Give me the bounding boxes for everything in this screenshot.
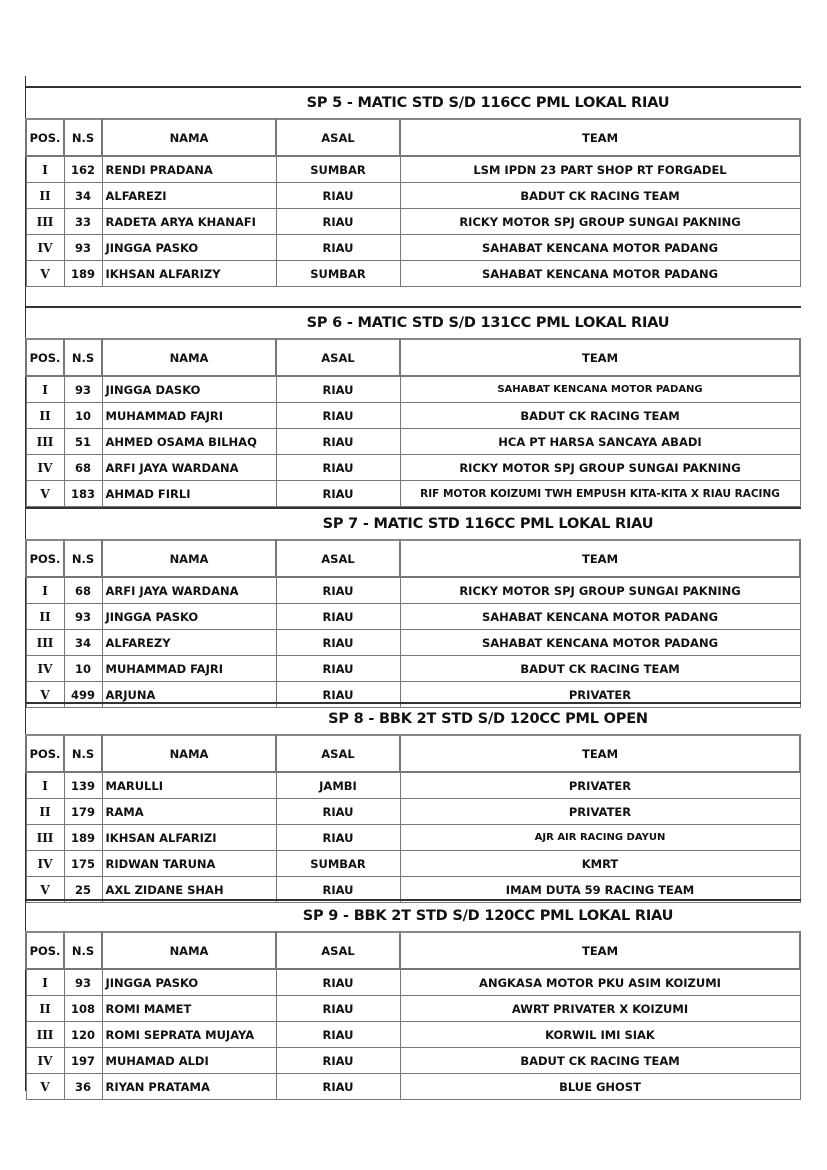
table-row (26, 772, 800, 799)
cell-nama: MUHAMAD ALDI (102, 1048, 276, 1074)
table-row (26, 481, 800, 507)
cell-nama: JINGGA PASKO (102, 604, 276, 630)
header-asal: ASAL (276, 339, 400, 376)
cell-team: AWRT PRIVATER X KOIZUMI (400, 996, 800, 1022)
cell-team: AJR AIR RACING DAYUN (400, 825, 800, 851)
header-nama: NAMA (102, 119, 276, 156)
table-row (26, 969, 800, 996)
header-asal: ASAL (276, 735, 400, 772)
table-row (26, 1048, 800, 1074)
cell-nama: MARULLI (102, 772, 276, 799)
header-nama: NAMA (102, 339, 276, 376)
cell-pos: I (26, 969, 64, 996)
table-row (26, 577, 800, 604)
cell-nama: IKHSAN ALFARIZY (102, 261, 276, 287)
table-header-row (26, 339, 800, 376)
cell-ns: 93 (64, 604, 102, 630)
cell-pos: III (26, 1022, 64, 1048)
cell-pos: II (26, 799, 64, 825)
section-title: SP 5 - MATIC STD S/D 116CC PML LOKAL RIAU (306, 95, 670, 111)
cell-nama: RIYAN PRATAMA (102, 1074, 276, 1100)
section-title-row (25, 702, 801, 734)
table-row (26, 235, 800, 261)
cell-asal: SUMBAR (276, 261, 400, 287)
table-row (26, 604, 800, 630)
cell-team: RICKY MOTOR SPJ GROUP SUNGAI PAKNING (400, 577, 800, 604)
cell-asal: SUMBAR (276, 851, 400, 877)
table-row (26, 825, 800, 851)
cell-asal: RIAU (276, 376, 400, 403)
table-row (26, 429, 800, 455)
cell-asal: RIAU (276, 825, 400, 851)
cell-nama: RAMA (102, 799, 276, 825)
cell-asal: RIAU (276, 630, 400, 656)
table-row (26, 996, 800, 1022)
cell-pos: I (26, 772, 64, 799)
table-row (26, 183, 800, 209)
cell-pos: II (26, 403, 64, 429)
race-class-section-5 (25, 86, 801, 287)
header-pos: POS. (26, 540, 64, 577)
cell-asal: RIAU (276, 429, 400, 455)
cell-ns: 139 (64, 772, 102, 799)
cell-nama: MUHAMMAD FAJRI (102, 403, 276, 429)
header-ns: N.S (64, 339, 102, 376)
table-row (26, 656, 800, 682)
table-row (26, 851, 800, 877)
cell-pos: V (26, 877, 64, 903)
cell-team: SAHABAT KENCANA MOTOR PADANG (400, 604, 800, 630)
race-class-section-6 (25, 306, 801, 507)
cell-ns: 36 (64, 1074, 102, 1100)
cell-team: ANGKASA MOTOR PKU ASIM KOIZUMI (400, 969, 800, 996)
header-nama: NAMA (102, 540, 276, 577)
cell-ns: 25 (64, 877, 102, 903)
cell-asal: JAMBI (276, 772, 400, 799)
cell-team: KMRT (400, 851, 800, 877)
table-header-row (26, 540, 800, 577)
cell-pos: II (26, 996, 64, 1022)
cell-nama: IKHSAN ALFARIZI (102, 825, 276, 851)
cell-ns: 68 (64, 455, 102, 481)
cell-nama: ROMI SEPRATA MUJAYA (102, 1022, 276, 1048)
section-title-row (25, 306, 801, 338)
cell-ns: 197 (64, 1048, 102, 1074)
cell-nama: JINGGA PASKO (102, 969, 276, 996)
cell-asal: RIAU (276, 455, 400, 481)
header-ns: N.S (64, 735, 102, 772)
cell-ns: 189 (64, 825, 102, 851)
header-nama: NAMA (102, 932, 276, 969)
results-table (25, 118, 801, 287)
cell-pos: IV (26, 1048, 64, 1074)
cell-nama: RADETA ARYA KHANAFI (102, 209, 276, 235)
cell-ns: 34 (64, 183, 102, 209)
header-ns: N.S (64, 540, 102, 577)
table-header-row (26, 119, 800, 156)
race-class-section-8 (25, 702, 801, 903)
cell-team: PRIVATER (400, 682, 800, 708)
cell-asal: RIAU (276, 682, 400, 708)
cell-team: BADUT CK RACING TEAM (400, 656, 800, 682)
header-asal: ASAL (276, 119, 400, 156)
cell-ns: 499 (64, 682, 102, 708)
cell-team: RICKY MOTOR SPJ GROUP SUNGAI PAKNING (400, 455, 800, 481)
cell-team: SAHABAT KENCANA MOTOR PADANG (400, 235, 800, 261)
cell-asal: RIAU (276, 1022, 400, 1048)
race-class-section-9 (25, 899, 801, 1100)
section-title-row (25, 507, 801, 539)
cell-asal: RIAU (276, 403, 400, 429)
cell-nama: ALFAREZI (102, 183, 276, 209)
cell-nama: ARFI JAYA WARDANA (102, 577, 276, 604)
cell-team: BADUT CK RACING TEAM (400, 183, 800, 209)
cell-team: PRIVATER (400, 772, 800, 799)
cell-pos: II (26, 604, 64, 630)
cell-pos: IV (26, 656, 64, 682)
cell-asal: RIAU (276, 481, 400, 507)
table-row (26, 209, 800, 235)
cell-pos: V (26, 261, 64, 287)
cell-nama: JINGGA PASKO (102, 235, 276, 261)
header-team: TEAM (400, 540, 800, 577)
table-row (26, 156, 800, 183)
cell-ns: 10 (64, 656, 102, 682)
table-row (26, 799, 800, 825)
cell-ns: 68 (64, 577, 102, 604)
cell-asal: RIAU (276, 209, 400, 235)
header-team: TEAM (400, 119, 800, 156)
cell-team: BADUT CK RACING TEAM (400, 403, 800, 429)
cell-nama: RENDI PRADANA (102, 156, 276, 183)
cell-asal: RIAU (276, 877, 400, 903)
cell-asal: SUMBAR (276, 156, 400, 183)
table-header-row (26, 735, 800, 772)
cell-team: RIF MOTOR KOIZUMI TWH EMPUSH KITA-KITA X RIAU RACING (400, 481, 800, 507)
cell-asal: RIAU (276, 1074, 400, 1100)
cell-asal: RIAU (276, 604, 400, 630)
cell-nama: ARFI JAYA WARDANA (102, 455, 276, 481)
header-pos: POS. (26, 932, 64, 969)
cell-pos: IV (26, 455, 64, 481)
cell-asal: RIAU (276, 577, 400, 604)
cell-ns: 183 (64, 481, 102, 507)
cell-ns: 93 (64, 969, 102, 996)
table-row (26, 630, 800, 656)
race-class-section-7 (25, 507, 801, 708)
cell-ns: 33 (64, 209, 102, 235)
cell-pos: IV (26, 851, 64, 877)
cell-team: SAHABAT KENCANA MOTOR PADANG (400, 261, 800, 287)
table-row (26, 261, 800, 287)
cell-nama: JINGGA DASKO (102, 376, 276, 403)
cell-ns: 93 (64, 235, 102, 261)
cell-asal: RIAU (276, 235, 400, 261)
cell-asal: RIAU (276, 183, 400, 209)
table-row (26, 455, 800, 481)
cell-asal: RIAU (276, 969, 400, 996)
cell-team: PRIVATER (400, 799, 800, 825)
cell-pos: I (26, 577, 64, 604)
header-pos: POS. (26, 735, 64, 772)
cell-team: HCA PT HARSA SANCAYA ABADI (400, 429, 800, 455)
cell-nama: ALFAREZY (102, 630, 276, 656)
header-asal: ASAL (276, 932, 400, 969)
cell-team: KORWIL IMI SIAK (400, 1022, 800, 1048)
header-nama: NAMA (102, 735, 276, 772)
cell-pos: IV (26, 235, 64, 261)
cell-pos: V (26, 481, 64, 507)
section-title: SP 8 - BBK 2T STD S/D 120CC PML OPEN (328, 711, 648, 727)
cell-ns: 179 (64, 799, 102, 825)
cell-ns: 189 (64, 261, 102, 287)
cell-asal: RIAU (276, 996, 400, 1022)
table-row (26, 376, 800, 403)
cell-team: BADUT CK RACING TEAM (400, 1048, 800, 1074)
header-ns: N.S (64, 119, 102, 156)
cell-ns: 34 (64, 630, 102, 656)
cell-pos: III (26, 825, 64, 851)
cell-nama: AHMED OSAMA BILHAQ (102, 429, 276, 455)
cell-pos: II (26, 183, 64, 209)
cell-nama: MUHAMMAD FAJRI (102, 656, 276, 682)
cell-ns: 175 (64, 851, 102, 877)
section-title: SP 9 - BBK 2T STD S/D 120CC PML LOKAL RIAU (302, 908, 674, 924)
cell-pos: III (26, 429, 64, 455)
cell-nama: RIDWAN TARUNA (102, 851, 276, 877)
cell-nama: AXL ZIDANE SHAH (102, 877, 276, 903)
cell-nama: ROMI MAMET (102, 996, 276, 1022)
header-ns: N.S (64, 932, 102, 969)
cell-nama: ARJUNA (102, 682, 276, 708)
cell-team: SAHABAT KENCANA MOTOR PADANG (400, 376, 800, 403)
cell-ns: 51 (64, 429, 102, 455)
header-pos: POS. (26, 119, 64, 156)
header-asal: ASAL (276, 540, 400, 577)
section-title: SP 7 - MATIC STD 116CC PML LOKAL RIAU (322, 516, 654, 532)
results-table (25, 338, 801, 507)
cell-asal: RIAU (276, 1048, 400, 1074)
header-team: TEAM (400, 339, 800, 376)
section-title: SP 6 - MATIC STD S/D 131CC PML LOKAL RIAU (306, 315, 670, 331)
cell-pos: I (26, 376, 64, 403)
cell-ns: 162 (64, 156, 102, 183)
cell-team: LSM IPDN 23 PART SHOP RT FORGADEL (400, 156, 800, 183)
cell-ns: 108 (64, 996, 102, 1022)
cell-ns: 10 (64, 403, 102, 429)
cell-nama: AHMAD FIRLI (102, 481, 276, 507)
cell-ns: 93 (64, 376, 102, 403)
cell-asal: RIAU (276, 656, 400, 682)
results-table (25, 931, 801, 1100)
cell-pos: V (26, 682, 64, 708)
cell-pos: V (26, 1074, 64, 1100)
header-team: TEAM (400, 735, 800, 772)
cell-asal: RIAU (276, 799, 400, 825)
section-title-row (25, 899, 801, 931)
cell-team: SAHABAT KENCANA MOTOR PADANG (400, 630, 800, 656)
results-table (25, 539, 801, 708)
table-row (26, 1074, 800, 1100)
cell-ns: 120 (64, 1022, 102, 1048)
table-row (26, 403, 800, 429)
cell-team: RICKY MOTOR SPJ GROUP SUNGAI PAKNING (400, 209, 800, 235)
table-header-row (26, 932, 800, 969)
cell-pos: III (26, 209, 64, 235)
table-row (26, 1022, 800, 1048)
cell-pos: I (26, 156, 64, 183)
header-pos: POS. (26, 339, 64, 376)
cell-team: IMAM DUTA 59 RACING TEAM (400, 877, 800, 903)
header-team: TEAM (400, 932, 800, 969)
results-table (25, 734, 801, 903)
cell-pos: III (26, 630, 64, 656)
section-title-row (25, 86, 801, 118)
cell-team: BLUE GHOST (400, 1074, 800, 1100)
